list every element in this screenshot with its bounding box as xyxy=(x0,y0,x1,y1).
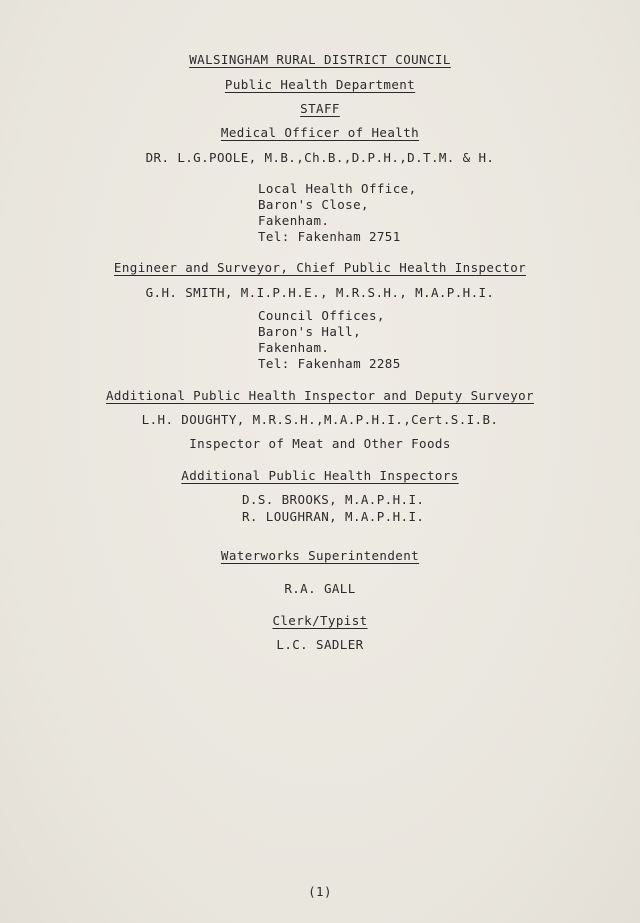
council-title: WALSINGHAM RURAL DISTRICT COUNCIL xyxy=(189,52,451,67)
deputy-role: Inspector of Meat and Other Foods xyxy=(189,436,451,451)
moh-address-line: Fakenham. xyxy=(258,213,330,228)
clerk-title: Clerk/Typist xyxy=(272,613,368,628)
engineer-address-line: Baron's Hall, xyxy=(258,324,362,339)
engineer-address-line: Fakenham. xyxy=(258,340,330,355)
deputy-name: L.H. DOUGHTY, M.R.S.H.,M.A.P.H.I.,Cert.S.I.B. xyxy=(141,412,499,427)
moh-address-line: Baron's Close, xyxy=(258,197,369,212)
inspector-name: R. LOUGHRAN, M.A.P.H.I. xyxy=(242,509,425,524)
moh-name: DR. L.G.POOLE, M.B.,Ch.B.,D.P.H.,D.T.M. & H. xyxy=(145,150,495,165)
deputy-title: Additional Public Health Inspector and Deputy Surveyor xyxy=(106,388,534,403)
department-title: Public Health Department xyxy=(224,77,416,92)
moh-address-line: Local Health Office, xyxy=(258,181,417,196)
engineer-address-line: Council Offices, xyxy=(258,308,385,323)
waterworks-title: Waterworks Superintendent xyxy=(220,548,420,563)
engineer-name: G.H. SMITH, M.I.P.H.E., M.R.S.H., M.A.P.H.I. xyxy=(145,285,495,300)
engineer-address-line: Tel: Fakenham 2285 xyxy=(258,356,401,371)
staff-heading: STAFF xyxy=(300,101,340,116)
moh-address-line: Tel: Fakenham 2751 xyxy=(258,229,401,244)
moh-title: Medical Officer of Health xyxy=(220,125,420,140)
additional-inspectors-title: Additional Public Health Inspectors xyxy=(181,468,459,483)
engineer-title: Engineer and Surveyor, Chief Public Health Inspector xyxy=(113,260,527,275)
clerk-name: L.C. SADLER xyxy=(276,637,364,652)
inspector-name: D.S. BROOKS, M.A.P.H.I. xyxy=(242,492,425,507)
waterworks-name: R.A. GALL xyxy=(284,581,356,596)
page-number: (1) xyxy=(308,884,332,899)
